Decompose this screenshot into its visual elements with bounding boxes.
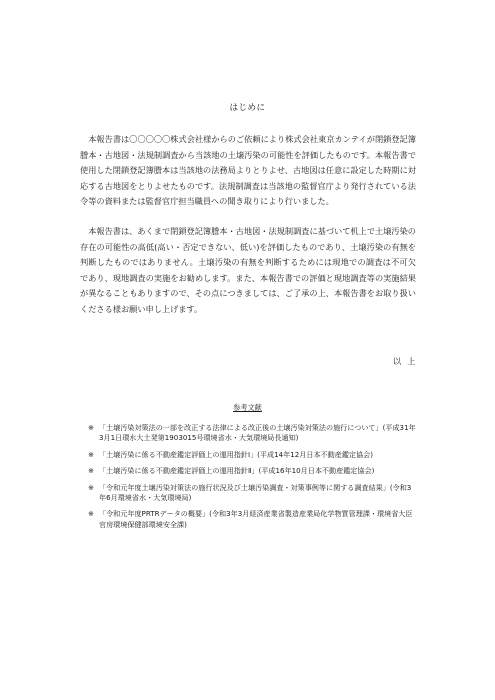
reference-text: 「土壌汚染に係る不動産鑑定評価上の運用指針Ⅰ」(平成14年12月日本不動産鑑定協会) (99, 449, 373, 459)
references-title: 参考文献 (233, 403, 262, 412)
reference-text: 「土壌汚染対策法の一部を改正する法律による改正後の土壌汚染対策法の施行について」(平成31年3月1日環水大土発第1903015号環境省水・大気環境局長通知) (99, 423, 416, 443)
page-heading: はじめに (229, 103, 266, 113)
paragraph-text: 本報告書は、あくまで閉鎖登記簿謄本・古地図・法規制調査に基づいて机上で土壌汚染の存在の可能性の高低(高い・否定できない、低い)を評価したものであり、土壌汚染の有無を判断したものではありません。土壌汚染の有無を判断するためには現地での調査は不可欠であり、現地調査の実施をお勧めします。また、本報告書での評価と現地調査等の実施結果が異なることもありますので、その点につきましては、ご了承の上、本報告書をお取り扱いくださる様お願い申し上げます。 (80, 226, 416, 314)
reference-mark: ※ (88, 482, 94, 492)
reference-text: 「令和元年度土壌汚染対策法の施行状況及び土壌汚染調査・対策事例等に関する調査結果」(令和3年6月環境省水・大気環境局) (99, 482, 412, 503)
reference-item (88, 466, 418, 476)
intro-paragraph-1 (80, 132, 416, 210)
reference-mark: ※ (88, 423, 94, 432)
reference-item (88, 450, 418, 460)
reference-item (88, 509, 418, 530)
paragraph-text: 本報告書は〇〇〇〇〇株式会社様からのご依頼により株式会社東京カンテイが閉鎖登記簿謄本・古地図・法規制調査から当該地の土壌汚染の可能性を評価したものです。本報告書で使用した閉鎖登記簿謄本は当該地の法務局よりとりよせ、古地図は任意に設定した時期に対応する古地図をとりよせたものです。法規制調査は当該地の監督官庁より発行されている法令等の資料または監督官庁担当職員への聞き取りにより行いました。 (80, 134, 416, 206)
reference-item (88, 483, 418, 504)
reference-text: 「土壌汚染に係る不動産鑑定評価上の運用指針Ⅱ」(平成16年10月日本不動産鑑定協会) (99, 466, 375, 476)
reference-text: 「令和元年度PRTRデータの概要」(令和3年3月経済産業省製造産業局化学物質管理課・環境省大臣官房環境保健部環境安全課) (99, 509, 413, 529)
reference-item (88, 423, 418, 444)
reference-mark: ※ (88, 466, 94, 476)
reference-mark: ※ (88, 449, 94, 459)
reference-mark: ※ (88, 509, 94, 519)
references-list (88, 423, 418, 536)
intro-paragraph-2 (80, 224, 416, 317)
closing-remark: 以上 (393, 356, 422, 366)
